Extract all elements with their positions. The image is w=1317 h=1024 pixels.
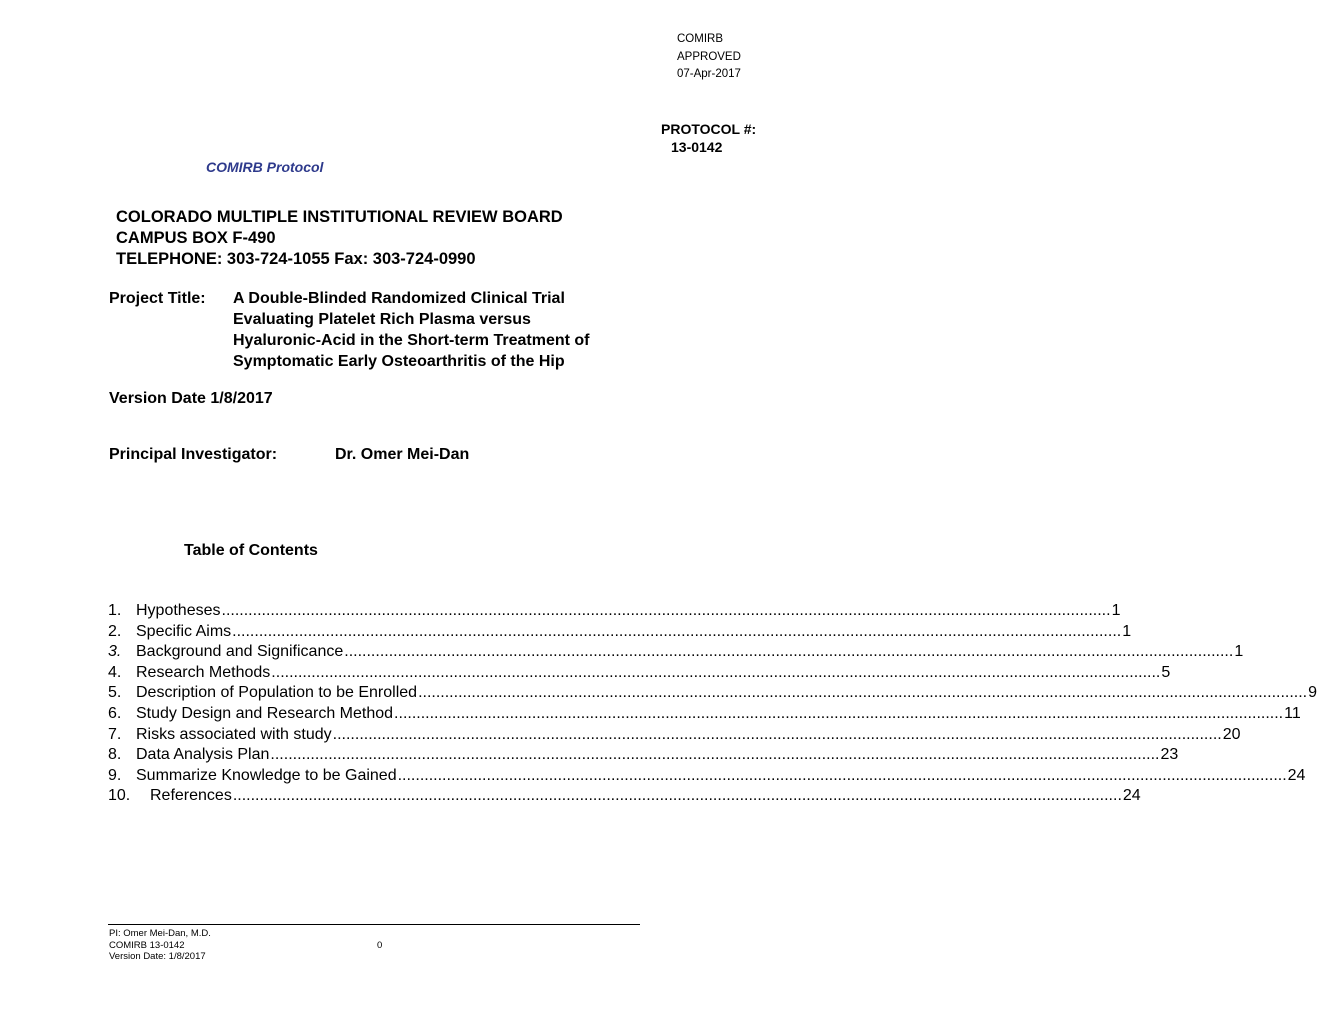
project-title-line: Symptomatic Early Osteoarthritis of the Hip (233, 353, 565, 370)
toc-entry-page: 1 (1111, 602, 1121, 619)
toc-dot-leader: ........................................................................................................................................................................................................ (394, 704, 1284, 722)
project-title-line: Evaluating Platelet Rich Plasma versus (233, 311, 531, 328)
toc-entry-title: References (150, 787, 232, 805)
approval-stamp (677, 31, 741, 84)
footer-version-date: Version Date: 1/8/2017 (109, 951, 206, 962)
toc-entry-page: 9 (1308, 684, 1317, 702)
comirb-protocol-heading: COMIRB Protocol (206, 159, 324, 175)
toc-entry-page: 24 (1122, 787, 1141, 805)
toc-entry-number: 6. (108, 704, 122, 722)
toc-entry[interactable] (108, 683, 1317, 704)
toc-dot-leader: ........................................................................................................................................................................................................ (418, 684, 1308, 702)
toc-dot-leader: ........................................................................................................................................................................................................ (344, 643, 1234, 661)
toc-entry-title: Risks associated with study (136, 725, 332, 743)
toc-entry-page: 11 (1284, 704, 1301, 722)
toc-entry[interactable] (108, 725, 1241, 746)
footer-divider (108, 924, 640, 925)
toc-entry-page: 24 (1287, 766, 1306, 784)
toc-dot-leader: ........................................................................................................................................................................................................ (232, 622, 1122, 640)
toc-dot-leader: ........................................................................................................................................................................................................ (271, 663, 1161, 681)
toc-dot-leader: ........................................................................................................................................................................................................ (270, 746, 1160, 764)
toc-entry-number: 8. (108, 746, 122, 764)
toc-entry-title: Hypotheses (136, 602, 221, 619)
toc-entry-page: 20 (1222, 725, 1241, 743)
stamp-line-date: 07-Apr-2017 (677, 68, 741, 80)
toc-title: Table of Contents (184, 542, 318, 559)
toc-entry-title: Summarize Knowledge to be Gained (136, 766, 397, 784)
stamp-line-comirb: COMIRB (677, 33, 723, 45)
principal-investigator-name: Dr. Omer Mei-Dan (335, 446, 470, 463)
toc-entry[interactable] (108, 642, 1244, 663)
toc-entry-title: Research Methods (136, 663, 271, 681)
board-campus-box: CAMPUS BOX F-490 (116, 229, 276, 247)
toc-dot-leader: ........................................................................................................................................................................................................ (332, 725, 1222, 743)
project-title-text (233, 288, 589, 372)
toc-dot-leader: ........................................................................................................................................................................................................ (232, 787, 1122, 805)
toc-entry-page: 1 (1234, 643, 1244, 661)
toc-entry-number: 5. (108, 684, 122, 702)
toc-entry-number: 2. (108, 622, 122, 640)
toc-entry[interactable] (108, 786, 1141, 807)
toc-dot-leader: ........................................................................................................................................................................................................ (221, 602, 1111, 619)
protocol-number: 13-0142 (671, 139, 723, 155)
stamp-line-approved: APPROVED (677, 50, 741, 63)
toc-entry[interactable] (108, 622, 1132, 643)
toc-entry[interactable] (108, 663, 1171, 684)
toc-entry-title: Specific Aims (136, 622, 232, 640)
board-telephone: TELEPHONE: 303-724-1055 Fax: 303-724-0990 (116, 250, 476, 268)
toc-entry-number: 10. (108, 787, 131, 805)
toc-entry-page: 23 (1160, 746, 1179, 764)
toc-entry-page: 1 (1122, 622, 1132, 640)
table-of-contents (108, 601, 1317, 807)
toc-dot-leader: ........................................................................................................................................................................................................ (397, 766, 1287, 784)
footer-pi: PI: Omer Mei-Dan, M.D. (109, 928, 211, 939)
board-name: COLORADO MULTIPLE INSTITUTIONAL REVIEW BOARD (116, 208, 563, 226)
review-board-header (116, 207, 563, 270)
protocol-label: PROTOCOL #: (661, 121, 757, 137)
toc-entry[interactable] (108, 745, 1179, 766)
footer-info (109, 928, 211, 963)
toc-entry-title: Study Design and Research Method (136, 704, 394, 722)
project-title-line: A Double-Blinded Randomized Clinical Trial (233, 290, 565, 307)
toc-entry-title: Description of Population to be Enrolled (136, 684, 418, 702)
toc-entry-title: Background and Significance (136, 643, 344, 661)
toc-entry[interactable] (108, 601, 1121, 622)
toc-entry-title: Data Analysis Plan (136, 746, 270, 764)
project-title-line: Hyaluronic-Acid in the Short-term Treatment of (233, 332, 590, 349)
version-date: Version Date 1/8/2017 (109, 390, 273, 407)
toc-entry-page: 5 (1161, 663, 1171, 681)
footer-comirb-number: COMIRB 13-0142 (109, 939, 185, 951)
toc-entry-number: 3. (108, 643, 122, 661)
toc-entry-number: 7. (108, 725, 122, 743)
toc-entry[interactable] (108, 766, 1306, 787)
footer-page-number: 0 (377, 940, 383, 951)
project-title-label: Project Title: (109, 290, 206, 307)
toc-entry-number: 1. (108, 602, 122, 619)
toc-entry-number: 9. (108, 766, 122, 784)
toc-entry[interactable] (108, 704, 1301, 725)
toc-entry-number: 4. (108, 663, 122, 681)
principal-investigator-label: Principal Investigator: (109, 446, 278, 463)
